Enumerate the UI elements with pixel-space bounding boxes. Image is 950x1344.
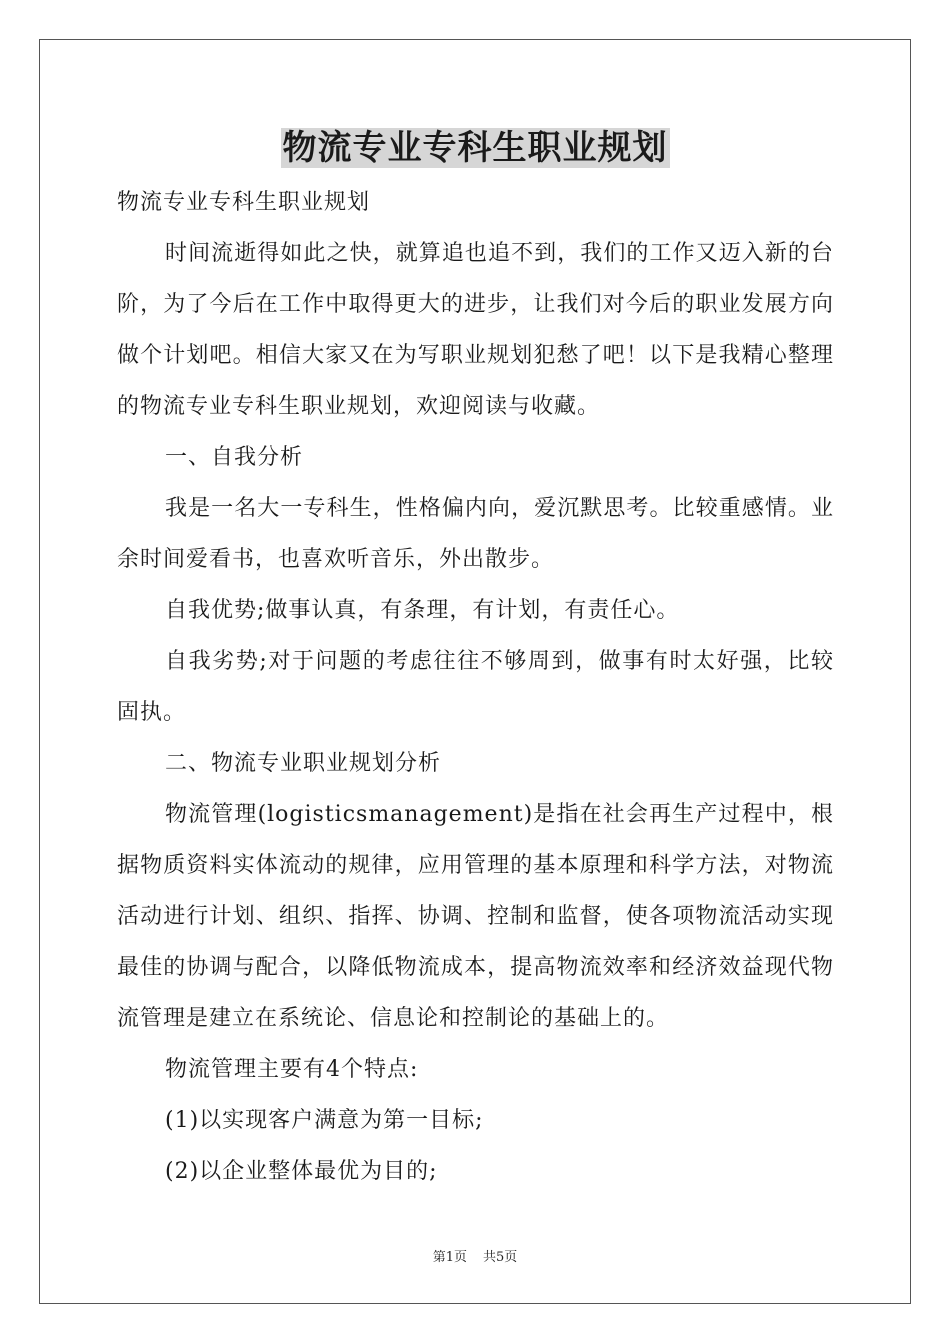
intro-paragraph: 时间流逝得如此之快，就算追也追不到，我们的工作又迈入新的台阶，为了今后在工作中取得更大的进步，让我们对今后的职业发展方向做个计划吧。相信大家又在为写职业规划犯愁了吧！以下是我精心整理的物流专业专科生职业规划，欢迎阅读与收藏。 [117,241,834,419]
document-title-text: 物流专业专科生职业规划 [282,128,668,168]
subtitle-paragraph: 物流专业专科生职业规划 [117,190,371,215]
logistics-definition-paragraph: 物流管理(logisticsmanagement)是指在社会再生产过程中，根据物质资料实体流动的规律，应用管理的基本原理和科学方法，对物流活动进行计划、组织、指挥、协调、控制和监督，使各项物流活动实现最佳的协调与配合，以降低物流成本，提高物流效率和经济效益现代物流管理是建立在系统论、信息论和控制论的基础上的。 [117,802,834,1031]
feature-item-1: (1)以实现客户满意为第一目标; [165,1108,484,1133]
page-total: 共5页 [483,1250,518,1265]
strengths-paragraph: 自我优势;做事认真，有条理，有计划，有责任心。 [165,598,680,623]
document-title [0,126,950,170]
weaknesses-paragraph: 自我劣势;对于问题的考虑往往不够周到，做事有时太好强，比较固执。 [117,649,834,725]
self-description-paragraph: 我是一名大一专科生，性格偏内向，爱沉默思考。比较重感情。业余时间爱看书，也喜欢听音乐，外出散步。 [117,496,834,572]
section-heading-self-analysis: 一、自我分析 [165,445,304,470]
section-heading-career-analysis: 二、物流专业职业规划分析 [165,751,442,776]
page-footer [0,1246,950,1265]
page-number: 第1页 [432,1250,467,1265]
feature-item-2: (2)以企业整体最优为目的; [165,1159,438,1184]
document-body [117,177,834,1197]
features-intro-paragraph: 物流管理主要有4个特点: [165,1057,419,1082]
